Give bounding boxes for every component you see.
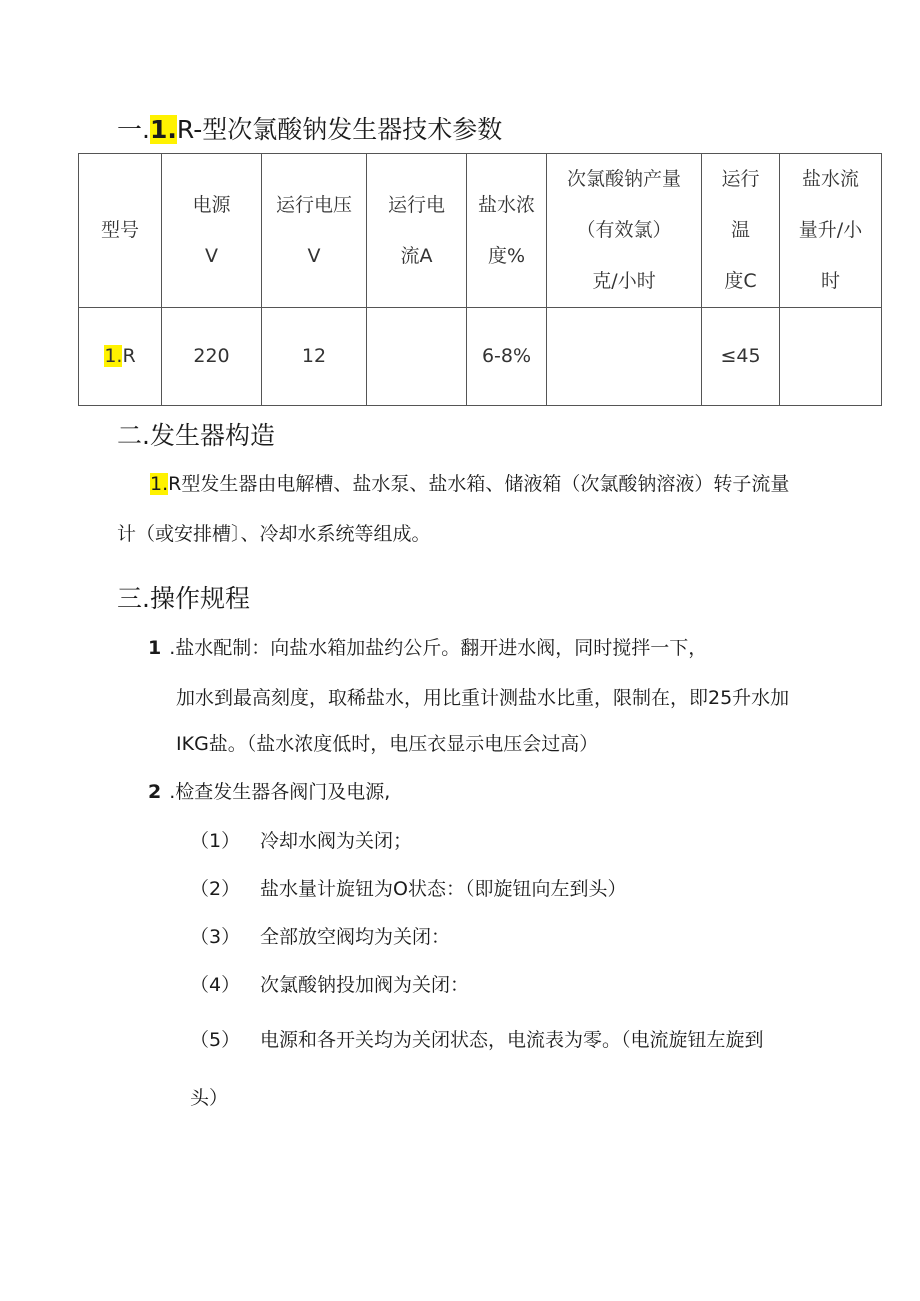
cell-model: 1.R (79, 308, 162, 406)
list-item-continuation: 头） (190, 1087, 229, 1109)
step2-line: 2 .检查发生器各阀门及电源, (148, 781, 391, 803)
section1-number: 一. (117, 115, 150, 144)
cell-output (547, 308, 702, 406)
header-cell-temperature: 运行 温 度C (702, 154, 780, 308)
section1-title: R-型次氯酸钠发生器技术参数 (176, 115, 503, 144)
table-row (79, 308, 882, 406)
list-item: （1） 冷却水阀为关闭； (190, 830, 413, 852)
header-cell-output: 次氯酸钠产量 （有效氯） 克/小时 (547, 154, 702, 308)
section2-paragraph-line1: 1.R型发生器由电解槽、盐水泵、盐水箱、储液箱（次氯酸钠溶液）转子流量 (150, 473, 790, 495)
header-cell-power: 电源 V (162, 154, 262, 308)
cell-brine-concentration: 6-8% (467, 308, 547, 406)
header-cell-brine-flow: 盐水流 量升/小 时 (780, 154, 882, 308)
highlighted-model-prefix: 1. (150, 473, 169, 495)
header-cell-model: 型号 (79, 154, 162, 308)
section3-heading: 三.操作规程 (117, 584, 250, 613)
header-cell-voltage: 运行电压 V (262, 154, 367, 308)
step1-line2: 加水到最高刻度，取稀盐水，用比重计测盐水比重，限制在，即25升水加 (176, 687, 790, 709)
cell-temperature: ≤45 (702, 308, 780, 406)
technical-parameters-table (78, 153, 882, 406)
list-item: （3） 全部放空阀均为关闭： (190, 926, 451, 948)
list-item: （4） 次氯酸钠投加阀为关闭： (190, 974, 470, 996)
section2-heading: 二.发生器构造 (117, 421, 275, 450)
section2-paragraph-line2: 计（或安排槽〕、冷却水系统等组成。 (117, 523, 431, 545)
step1-number: 1 (148, 637, 162, 659)
step1-line3: IKG盐。（盐水浓度低时，电压衣显示电压会过高） (176, 733, 599, 755)
header-cell-current: 运行电 流A (367, 154, 467, 308)
cell-power: 220 (162, 308, 262, 406)
step1-line1: 1 .盐水配制：向盐水箱加盐约公斤。翻开进水阀，同时搅拌一下， (148, 637, 708, 659)
cell-current (367, 308, 467, 406)
step2-number: 2 (148, 781, 162, 803)
list-item: （2） 盐水量计旋钮为O状态：（即旋钮向左到头） (190, 878, 627, 900)
table-header-row (79, 154, 882, 308)
list-item: （5） 电源和各开关均为关闭状态，电流表为零。（电流旋钮左旋到 (190, 1029, 764, 1051)
section1-heading (117, 110, 502, 146)
header-cell-brine-concentration: 盐水浓 度% (467, 154, 547, 308)
highlighted-model-prefix: 1. (149, 115, 177, 144)
cell-brine-flow (780, 308, 882, 406)
cell-voltage: 12 (262, 308, 367, 406)
